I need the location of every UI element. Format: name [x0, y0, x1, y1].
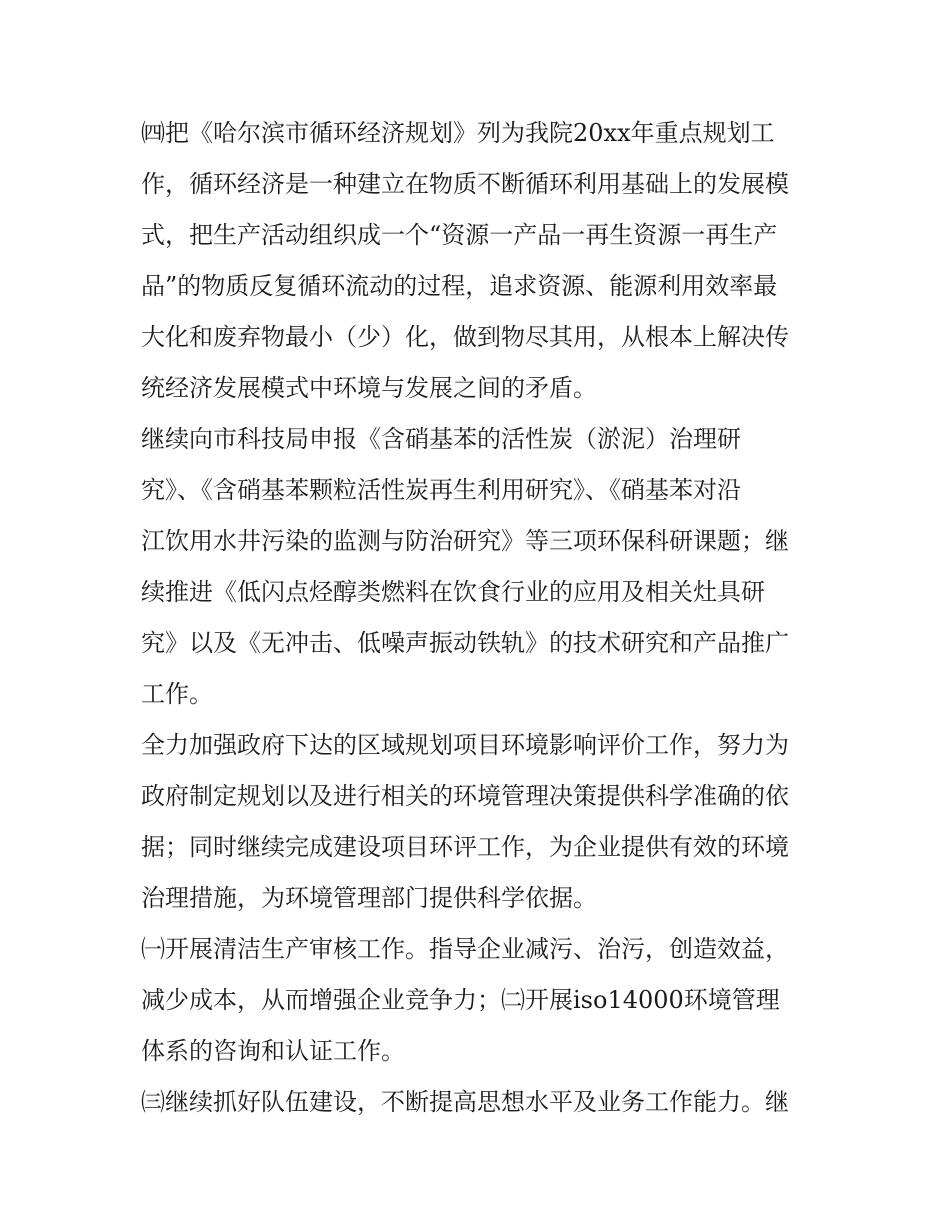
text-line: 续推进《低闪点烃醇类燃料在饮食行业的应用及相关灶具研 — [141, 578, 765, 606]
text-line: 据；同时继续完成建设项目环评工作，为企业提供有效的环境 — [141, 833, 789, 861]
paragraph-team-building — [141, 1077, 821, 1128]
text-line: 作，循环经济是一种建立在物质不断循环利用基础上的发展模 — [141, 170, 789, 198]
text-line: 大化和废弃物最小（少）化，做到物尽其用，从根本上解决传 — [141, 323, 789, 351]
text-line: 式，把生产活动组织成一个“资源一产品一再生资源一再生产 — [141, 221, 778, 249]
text-line: 体系的咨询和认证工作。 — [141, 1037, 405, 1065]
text-line: 统经济发展模式中环境与发展之间的矛盾。 — [141, 374, 597, 402]
text-line: 政府制定规划以及进行相关的环境管理决策提供科学准确的依 — [141, 782, 789, 810]
text-line: 究》以及《无冲击、低噪声振动铁轨》的技术研究和产品推广 — [141, 629, 789, 657]
text-line: ㈣把《哈尔滨市循环经济规划》列为我院20xx年重点规划工 — [141, 119, 775, 147]
text-line: 江饮用水井污染的监测与防治研究》等三项环保科研课题；继 — [141, 527, 789, 555]
text-line: 究》、《含硝基苯颗粒活性炭再生利用研究》、《硝基苯对沿 — [141, 476, 741, 504]
text-line: 品”的物质反复循环流动的过程，追求资源、能源利用效率最 — [141, 272, 778, 300]
text-line: ㈠开展清洁生产审核工作。指导企业减污、治污，创造效益， — [141, 935, 789, 963]
text-line: 治理措施，为环境管理部门提供科学依据。 — [141, 884, 597, 912]
paragraph-research-topics — [141, 414, 821, 720]
text-line: 减少成本，从而增强企业竞争力；㈡开展iso14000环境管理 — [141, 986, 780, 1014]
document-body — [141, 108, 821, 1128]
text-line: 工作。 — [141, 680, 213, 708]
text-line: 全力加强政府下达的区域规划项目环境影响评价工作，努力为 — [141, 731, 789, 759]
text-line: 继续向市科技局申报《含硝基苯的活性炭（淤泥）治理研 — [141, 425, 741, 453]
paragraph-circular-economy — [141, 108, 821, 414]
text-line: ㈢继续抓好队伍建设，不断提高思想水平及业务工作能力。继 — [141, 1088, 789, 1116]
paragraph-environmental-assessment — [141, 720, 821, 924]
paragraph-clean-production — [141, 924, 821, 1077]
